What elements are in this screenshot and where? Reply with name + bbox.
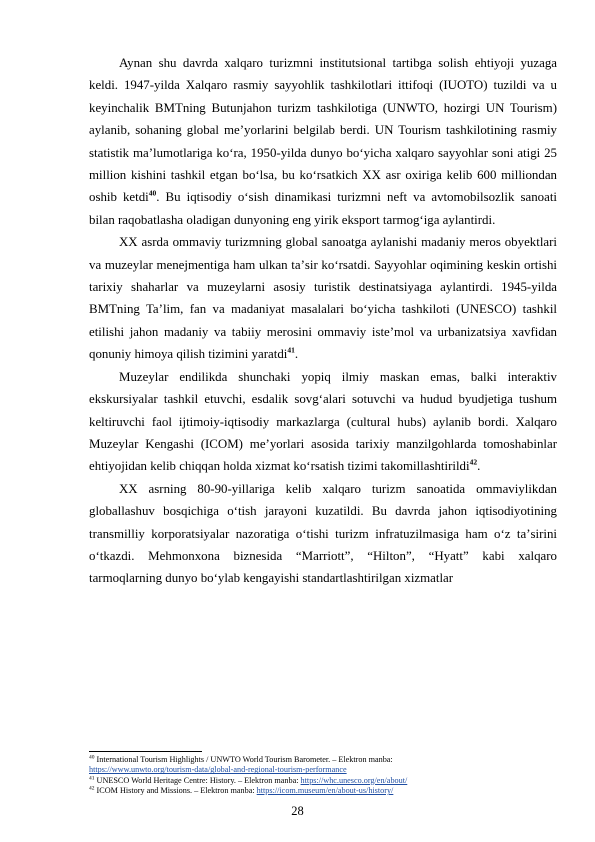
footnote (89, 776, 559, 786)
paragraph-text: . Bu iqtisodiy oʻsish dinamikasi turizmni neft va avtomobilsozlik sanoati bilan raqobatlasha oladigan dunyoning eng yirik eksport tarmogʻiga aylantirdi. (89, 190, 557, 227)
paragraph (89, 52, 557, 231)
footnote-link[interactable]: https://icom.museum/en/about-us/history/ (256, 786, 394, 796)
footnote-text: International Tourism Highlights / UNWTO World Tourism Barometer. – Elektron manba: (94, 755, 393, 764)
paragraph-text: XX asrning 80-90-yillariga kelib xalqaro turizm sanoatida ommaviylikdan globallashuv bosqichiga oʻtish jarayoni kuzatildi. Bu davrda jahon iqtisodiyotining transmilliy korporatsiyalar nazoratiga oʻtishi turizm infratuzilmasiga ham oʻz taʼsirini oʻtkazdi. Mehmonxona biznesida “Marriott”, “Hilton”, “Hyatt” kabi xalqaro tarmoqlarning dunyo boʻylab kengayishi standartlashtirilgan xizmatlar (89, 481, 557, 586)
paragraph-text: Aynan shu davrda xalqaro turizmni institutsional tartibga solish ehtiyoji yuzaga keldi. 1947-yilda Xalqaro rasmiy sayyohlik tashkilotlari ittifoqi (IUOTO) tuzildi va u keyinchalik BMTning Butunjahon turizm tashkilotiga (UNWTO, hozirgi UN Tourism) aylanib, sohaning global meʼyorlarini belgilab berdi. UN Tourism tashkilotining rasmiy statistik maʼlumotlariga koʻra, 1950-yilda dunyo boʻyicha xalqaro sayyohlar soni atigi 25 million kishini tashkil etgan boʻlsa, bu koʻrsatkich XX asr oxiriga kelib 600 milliondan oshib ketdi (89, 56, 557, 205)
paragraph (89, 478, 557, 590)
paragraph (89, 366, 557, 478)
paragraph-text: Muzeylar endilikda shunchaki yopiq ilmiy maskan emas, balki interaktiv ekskursiyalar tashkil etuvchi, esdalik sovgʻalari sotuvchi va hudud byudjetiga tushum keltiruvchi faol ijtimoiy-iqtisodiy markazlarga (cultural hubs) aylanib bordi. Xalqaro Muzeylar Kengashi (ICOM) meʼyorlari asosida tarixiy manzilgohlarda tomoshabinlar ehtiyojidan kelib chiqqan holda xizmat koʻrsatish tizimi takomillashtirildi (89, 369, 557, 474)
footnote-number: 41 (89, 775, 95, 782)
footnote-reference[interactable]: 40 (148, 189, 157, 199)
paragraph-text: XX asrda ommaviy turizmning global sanoatga aylanishi madaniy meros obyektlari va muzeylar menejmentiga ham ulkan taʼsir koʻrsatdi. Sayyohlar oqimining keskin ortishi tarixiy shaharlar va muzeylarni asosiy turistik destinatsiyaga aylantirdi. 1945-yilda BMTning Taʼlim, fan va madaniyat masalalari boʻyicha tashkiloti (UNESCO) tashkil etilishi jahon madaniy va tabiiy merosini ommaviy isteʼmol va urbanizatsiya xavfidan qonuniy himoya qilish tizimini yaratdi (89, 235, 557, 362)
footnote-text: ICOM History and Missions. – Elektron manba: (94, 786, 257, 796)
footnote (89, 786, 559, 796)
footnote-number: 40 (89, 754, 95, 761)
paragraph-text: . (294, 347, 299, 362)
footnotes (89, 755, 559, 797)
footnote-separator (89, 751, 202, 752)
footnote-link[interactable]: https://whc.unesco.org/en/about/ (300, 775, 408, 785)
footnote-text: UNESCO World Heritage Centre: History. – Elektron manba: (94, 775, 301, 785)
body-text (89, 52, 557, 590)
footnote-reference[interactable]: 41 (287, 345, 295, 355)
footnote-reference[interactable]: 42 (469, 458, 478, 468)
footnote (89, 755, 559, 776)
page-number: 28 (291, 804, 304, 818)
paragraph-text: . (477, 459, 481, 474)
footnote-number: 42 (89, 785, 95, 792)
paragraph (89, 231, 557, 365)
footnote-link[interactable]: https://www.unwto.org/tourism-data/global-and-regional-tourism-performance (89, 765, 347, 775)
